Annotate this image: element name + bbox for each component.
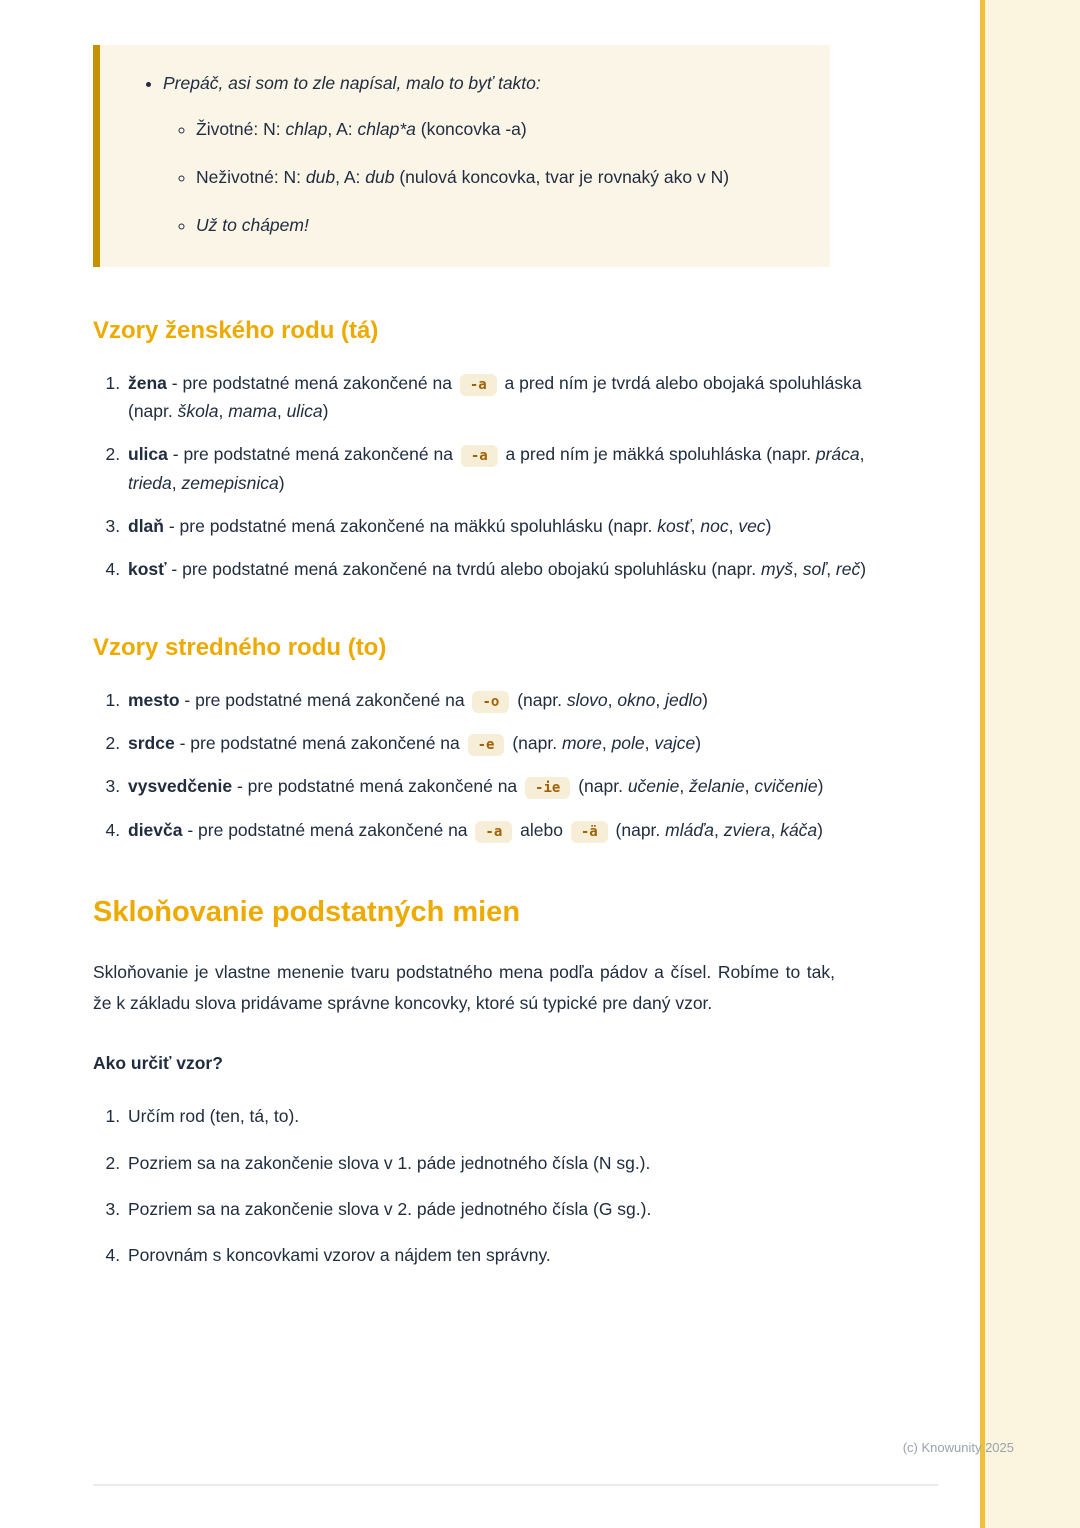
feminine-pattern-list <box>93 369 893 584</box>
text-segment: , <box>679 776 690 797</box>
step-item-2: 2. Pozriem sa na zakončenie slova v 1. páde jednotného čísla (N sg.). <box>125 1149 893 1177</box>
text-segment: ulica <box>286 400 323 421</box>
text-segment: učenie <box>627 776 680 797</box>
text-segment: - pre podstatné mená zakončené na <box>182 819 473 840</box>
pattern-item-mesto <box>125 686 893 714</box>
ending-chip: -a <box>460 374 497 396</box>
pattern-item-srdce <box>125 729 893 757</box>
text-segment: kosť <box>657 515 691 536</box>
text-segment: alebo <box>515 819 568 840</box>
text-segment: dub <box>305 167 336 188</box>
text-segment: myš <box>760 559 794 580</box>
text-segment: soľ <box>802 559 827 580</box>
pattern-item-kost <box>125 555 893 583</box>
text-segment: žena <box>128 372 167 393</box>
text-segment: trieda <box>128 472 172 493</box>
text-segment: káča <box>780 819 818 840</box>
callout-lead-item <box>163 70 796 97</box>
text-segment: , <box>276 400 287 421</box>
text-segment: - pre podstatné mená zakončené na <box>179 689 470 710</box>
text-segment: - pre podstatné mená zakončené na <box>167 444 458 465</box>
text-segment: škola <box>177 400 219 421</box>
text-segment: ) <box>702 689 708 710</box>
pattern-item-zena <box>125 369 893 426</box>
text-segment: more <box>561 732 602 753</box>
text-segment: , <box>728 515 739 536</box>
text-segment: ulica <box>128 444 168 465</box>
text-segment: kosť <box>128 559 167 580</box>
callout-subitem-chapem <box>196 212 796 239</box>
text-segment: a pred ním je mäkká spoluhláska (napr. <box>500 444 816 465</box>
section-declension <box>93 896 1080 1270</box>
text-segment: (napr. <box>512 689 567 710</box>
text-segment: želanie <box>689 776 745 797</box>
how-to-subheading: Ako určiť vzor? <box>93 1053 223 1074</box>
text-segment: mesto <box>128 689 180 710</box>
text-segment: - pre podstatné mená zakončené na <box>166 372 457 393</box>
text-segment: srdce <box>128 732 175 753</box>
text-segment: - pre podstatné mená zakončené na tvrdú alebo obojakú spoluhlásku (napr. <box>166 559 761 580</box>
text-segment: vec <box>738 515 766 536</box>
text-segment: (napr. <box>573 776 628 797</box>
text-segment: dub <box>365 167 395 188</box>
text-segment: , <box>655 689 666 710</box>
declension-intro-paragraph: Skloňovanie je vlastne menenie tvaru podstatného mena podľa pádov a čísel. Robíme to tak, že k základu slova pridávame správne koncovky, ktoré sú typické pre daný vzor. <box>93 961 835 1014</box>
text-segment: Už to chápem! <box>196 215 309 236</box>
text-segment: ) <box>765 515 772 536</box>
ending-chip: -a <box>461 445 498 467</box>
text-segment: mama <box>228 400 277 421</box>
step-item-3: 3. Pozriem sa na zakončenie slova v 2. páde jednotného čísla (G sg.). <box>125 1195 893 1223</box>
text-segment: , <box>793 559 803 580</box>
text-segment: - pre podstatné mená zakončené na <box>174 732 465 753</box>
callout-list <box>100 70 796 97</box>
text-segment: , <box>607 689 618 710</box>
text-segment: mláďa <box>665 819 715 840</box>
pattern-item-dlan <box>125 512 893 540</box>
text-segment: , <box>690 515 701 536</box>
text-segment: ) <box>322 400 329 421</box>
text-segment: ) <box>278 472 285 493</box>
callout-sublist <box>100 116 796 239</box>
step-item-4: 4. Porovnám s koncovkami vzorov a nájdem ten správny. <box>125 1241 893 1269</box>
text-segment: , <box>601 732 612 753</box>
copyright-footer: (c) Knowunity 2025 <box>902 1440 1014 1455</box>
text-segment: noc <box>700 515 729 536</box>
text-segment: ) <box>817 776 824 797</box>
text-segment: Neživotné: N: <box>196 167 306 188</box>
text-segment: (koncovka -a) <box>415 119 527 140</box>
ending-chip: -ä <box>571 821 608 843</box>
text-segment: cvičenie <box>754 776 818 797</box>
text-segment: reč <box>835 559 861 580</box>
bottom-divider <box>93 1484 938 1486</box>
text-segment: vysvedčenie <box>128 776 233 797</box>
text-segment: ) <box>695 732 702 753</box>
text-segment: pole <box>611 732 645 753</box>
text-segment: dievča <box>128 819 183 840</box>
text-segment: (napr. <box>610 819 666 840</box>
pattern-item-ulica <box>125 440 893 497</box>
ending-chip: -e <box>468 734 505 756</box>
text-segment: a pred ním je tvrdá alebo obojaká spoluhláska (napr. <box>128 372 862 421</box>
steps-list <box>93 1102 893 1269</box>
pattern-item-dievca <box>125 816 893 844</box>
text-segment: , <box>770 819 781 840</box>
section-heading-neuter: Vzory stredného rodu (to) <box>93 633 387 661</box>
ending-chip: -o <box>472 691 509 713</box>
step-item-1: 1. Určím rod (ten, tá, to). <box>125 1102 893 1130</box>
main-heading-declension: Skloňovanie podstatných mien <box>93 895 521 928</box>
text-segment: , <box>644 732 655 753</box>
text-segment: - pre podstatné mená zakončené na mäkkú spoluhlásku (napr. <box>163 515 658 536</box>
text-segment: práca <box>815 444 860 465</box>
callout-subitem-zivotne <box>196 116 796 143</box>
text-segment: jedlo <box>665 689 703 710</box>
text-segment: , A: <box>327 119 358 140</box>
correction-callout <box>93 45 830 267</box>
neuter-pattern-list <box>93 686 893 844</box>
text-segment: zemepisnica <box>181 472 279 493</box>
text-segment: , <box>859 444 865 465</box>
text-segment: (napr. <box>507 732 562 753</box>
callout-subitem-nezivotne <box>196 164 796 191</box>
text-segment: okno <box>617 689 656 710</box>
text-segment: slovo <box>566 689 608 710</box>
section-feminine-patterns <box>93 317 1080 584</box>
text-segment: - pre podstatné mená zakončené na <box>232 776 523 797</box>
section-neuter-patterns <box>93 634 1080 844</box>
ending-chip: -ie <box>525 777 570 799</box>
text-segment: , <box>744 776 755 797</box>
text-segment: , <box>218 400 229 421</box>
text-segment: vajce <box>654 732 696 753</box>
text-segment: , A: <box>335 167 366 188</box>
page-edge-strip <box>980 0 1080 1528</box>
text-segment: chlap <box>285 119 328 140</box>
text-segment: zviera <box>723 819 771 840</box>
text-segment: , <box>714 819 724 840</box>
text-segment: Životné: N: <box>196 119 286 140</box>
text-segment: dlaň <box>128 515 164 536</box>
pattern-item-vysvedcenie <box>125 772 893 800</box>
text-segment: , <box>171 472 182 493</box>
ending-chip: -a <box>475 821 512 843</box>
text-segment: chlap*a <box>357 119 416 140</box>
text-segment: , <box>826 559 836 580</box>
text-segment: ) <box>860 559 867 580</box>
text-segment: (nulová koncovka, tvar je rovnaký ako v N) <box>394 167 730 188</box>
text-segment: ) <box>817 819 823 840</box>
text-segment: Prepáč, asi som to zle napísal, malo to byť takto: <box>163 73 541 93</box>
section-heading-feminine: Vzory ženského rodu (tá) <box>93 316 379 344</box>
